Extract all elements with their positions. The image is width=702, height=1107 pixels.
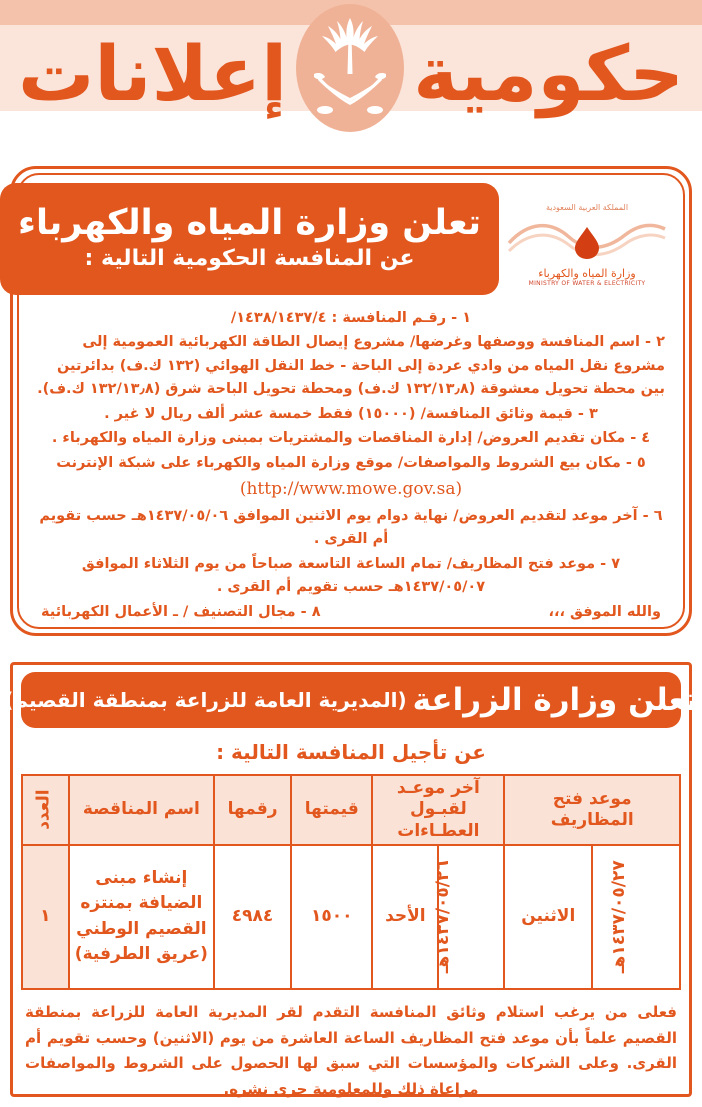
announcement1-header-row: [18, 183, 671, 301]
masthead: [0, 0, 702, 158]
saudi-emblem-icon: [306, 10, 394, 126]
announcement2-banner-subtitle: (المديرية العامة للزراعة بمنطقة القصيم): [4, 688, 407, 712]
clause-8-classification-row: [37, 601, 665, 624]
logo-ministry-name-arabic: وزارة المياه والكهرباء: [538, 267, 636, 280]
open-envelopes-date: ١٤٣٧/٠٥/٢٧هـ: [608, 860, 629, 974]
announcement2-banner: [4, 672, 698, 728]
tender-table-body: [22, 845, 680, 989]
water-drop-logo-icon: [507, 213, 667, 265]
logo-ministry-name-english: MINISTRY OF WATER & ELECTRICITY: [528, 280, 646, 287]
announcement-box-agriculture: [4, 662, 698, 1099]
masthead-word-ielanat: إعلانات: [18, 29, 288, 118]
clause-6-offer-deadline: ٦ - آخر موعد لتقديم العروض/ نهاية دوام يوم الاثنين الموافق ١٤٣٧/٠٥/٠٦هـ حسب تقويم أم القرى .: [39, 507, 663, 548]
ministry-website-url[interactable]: (http://www.mowe.gov.sa): [239, 479, 463, 500]
announcement-box-water-electricity: [10, 166, 692, 636]
cell-open-day: الاثنين: [504, 845, 592, 989]
clause-5-specifications-sale-place: ٥ - مكان بيع الشروط والمواصفات/ موقع وزارة المياه والكهرباء على شبكة الإنترنت: [56, 454, 646, 471]
tender-postponement-table: [21, 774, 681, 990]
ministry-water-electricity-logo: [503, 183, 671, 301]
clause-2-tender-name-description: ٢ - اسم المنافسة ووصفها وغرضها/ مشروع إيصال الطاقة الكهربائية العمومية إلى مشروع نقل المياه من وادي عردة إلى الباحة - خط النقل الهوائي (١٣٢ ك.ف) بدائرتين بين محطة تحويل معشوقة (١٣٢/١٣٫٨ ك.ف) ومحطة تحويل الباحة شرق (١٣٢/١٣٫٨ ك.ف).: [37, 334, 665, 398]
table-row: [22, 845, 680, 989]
cell-open-date: [592, 845, 680, 989]
cell-last-bid-date: [433, 845, 504, 989]
table-header-row: [22, 775, 680, 845]
cell-tender-name: إنشاء مبنى الضيافة بمنتزه القصيم الوطني (عريق الطرفية): [69, 845, 214, 989]
announcement1-banner-title: تعلن وزارة المياه والكهرباء: [18, 202, 481, 243]
closing-blessing-text: والله الموفق ،،،: [548, 603, 661, 620]
clause-1-tender-number: ١ - رقـم المنافسة : ١٤٣٨/١٤٣٧/٤/: [230, 310, 472, 326]
header-index: [22, 775, 69, 845]
tender-table-head: [22, 775, 680, 845]
header-index-label: العدد: [33, 789, 54, 831]
announcement2-caption: عن تأجيل المنافسة التالية :: [216, 740, 486, 764]
masthead-word-hukumiya: حكومية: [413, 29, 684, 118]
announcement2-footer-note: [21, 1000, 681, 1103]
last-bid-date-value: ١٤٣٧/٠٥/٢٦هـ: [433, 860, 454, 974]
announcement1-banner-subtitle: عن المنافسة الحكومية التالية :: [84, 246, 415, 272]
footer-note-text: فعلى من يرغب استلام وثائق المنافسة التقدم لقر المديرية العامة للزراعة بمنطقة القصيم علماً بأن موعد فتح المظاريف الساعة العاشرة من يوم (الاثنين) وحسب تقويم أم القرى. وعلى الشركات والمؤسسات التي سبق لها الحصول على الشروط والمواصفات مراعاة ذلك وللمعلومية جرى نشره.: [25, 1002, 677, 1099]
clause-4-offer-submission-place: ٤ - مكان تقديم العروض/ إدارة المناقصات والمشتريات بمبنى وزارة المياه والكهرباء .: [51, 430, 651, 447]
cell-last-bid-day: الأحد: [372, 845, 438, 989]
header-value: قيمتها: [291, 775, 372, 845]
cell-number: ٤٩٨٤: [214, 845, 291, 989]
clause-7-envelope-opening-date: ٧ - موعد فتح المظاريف/ تمام الساعة التاسعة صباحاً من يوم الثلاثاء الموافق ١٤٣٧/٠٥/٠٧هـ حسب تقويم أم القرى .: [81, 555, 621, 596]
announcement-box-water-electricity-inner: [17, 173, 685, 629]
logo-kingdom-text: المملكة العربية السعودية: [545, 203, 629, 212]
header-number: رقمها: [214, 775, 291, 845]
cell-value: ١٥٠٠: [291, 845, 372, 989]
header-open-envelopes: موعد فتح المظاريف: [504, 775, 680, 845]
announcement2-banner-title: تعلن وزارة الزراعة: [412, 682, 698, 718]
header-last-bid-date: آخر موعـد لقبـول العطـاءات: [372, 775, 504, 845]
header-tender-name: اسم المناقصة: [69, 775, 214, 845]
clause-3-document-price: ٣ - قيمة وثائق المنافسة/ (١٥٠٠٠) فقط خمسة عشر ألف ريال لا غير .: [104, 405, 598, 422]
announcement1-banner: [0, 183, 499, 295]
clause-8-classification-field: ٨ - مجال التصنيف / ـ الأعمال الكهربائية: [41, 603, 321, 620]
cell-index: ١: [22, 845, 69, 989]
announcement1-clause-list: [31, 301, 671, 624]
